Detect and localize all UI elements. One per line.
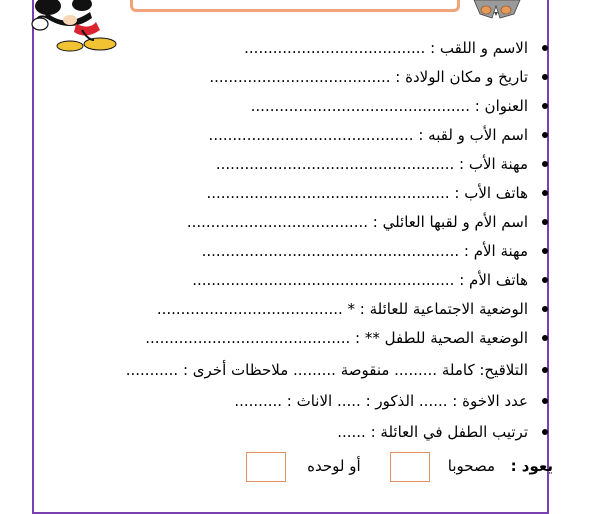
bullet-icon — [542, 219, 548, 225]
bullet-icon — [542, 398, 548, 404]
form-row-social-status — [157, 295, 548, 323]
return-options — [246, 450, 553, 482]
form-row-text: الاسم و اللقب : ...................................... — [244, 39, 528, 57]
form-row-text: هاتف الأم : ....................................................... — [192, 271, 528, 289]
form-row-text: اسم الأب و لقبه : ........................................... — [208, 126, 528, 144]
form-row-name — [244, 34, 548, 62]
form-row-father-job — [216, 150, 548, 178]
form-row-health-status — [145, 324, 548, 352]
title-banner — [130, 0, 460, 12]
form-row-birth — [209, 63, 548, 91]
form-row-text: العنوان : .............................................. — [250, 97, 528, 115]
form-row-text: الوضعية الصحية للطفل ** : ........................................... — [145, 329, 528, 347]
bullet-icon — [542, 103, 548, 109]
form-row-text: ترتيب الطفل في العائلة : ...... — [337, 423, 528, 441]
option-accompanied-checkbox[interactable] — [390, 452, 430, 482]
form-row-text: الوضعية الاجتماعية للعائلة : * ....................................... — [156, 300, 528, 318]
cartoon-icon — [470, 0, 522, 22]
form-row-text: مهنة الأب : .................................................. — [215, 155, 528, 173]
form-row-father-name — [209, 121, 548, 149]
bullet-icon — [542, 367, 548, 373]
form-row-siblings — [234, 387, 548, 415]
form-row-text: التلاقيح: كاملة ......... منقوصة ......... ملاحظات أخرى : ........... — [125, 361, 528, 379]
form-row-text: تاريخ و مكان الولادة : ...................................... — [209, 68, 528, 86]
form-row-address — [251, 92, 548, 120]
bullet-icon — [542, 335, 548, 341]
bullet-icon — [542, 45, 548, 51]
form-row-text: اسم الأم و لقبها العائلي : ...................................... — [186, 213, 528, 231]
form-row-text: هاتف الأب : ................................................... — [206, 184, 528, 202]
option-accompanied-label: مصحوبا — [447, 457, 496, 475]
option-alone-label: أو لوحده — [307, 457, 361, 475]
form-row-text: مهنة الأم : ...................................................... — [201, 242, 528, 260]
form-row-father-phone — [206, 179, 548, 207]
form-row-text: عدد الاخوة : ...... الذكور : ..... الاناث : .......... — [234, 392, 528, 410]
mickey-mouse-icon — [30, 0, 122, 56]
form-row-mother-job — [202, 237, 548, 265]
bullet-icon — [542, 429, 548, 435]
bullet-icon — [542, 277, 548, 283]
bullet-icon — [542, 306, 548, 312]
form-row-mother-phone — [192, 266, 548, 294]
form-row-birth-order — [337, 418, 548, 446]
bullet-icon — [542, 190, 548, 196]
bullet-icon — [542, 132, 548, 138]
bullet-icon — [542, 248, 548, 254]
bullet-icon — [542, 161, 548, 167]
bullet-icon — [542, 74, 548, 80]
form-row-vaccinations — [126, 356, 548, 384]
form-row-mother-name — [187, 208, 548, 236]
option-alone-checkbox[interactable] — [246, 452, 286, 482]
return-label: يعود : — [510, 457, 553, 475]
